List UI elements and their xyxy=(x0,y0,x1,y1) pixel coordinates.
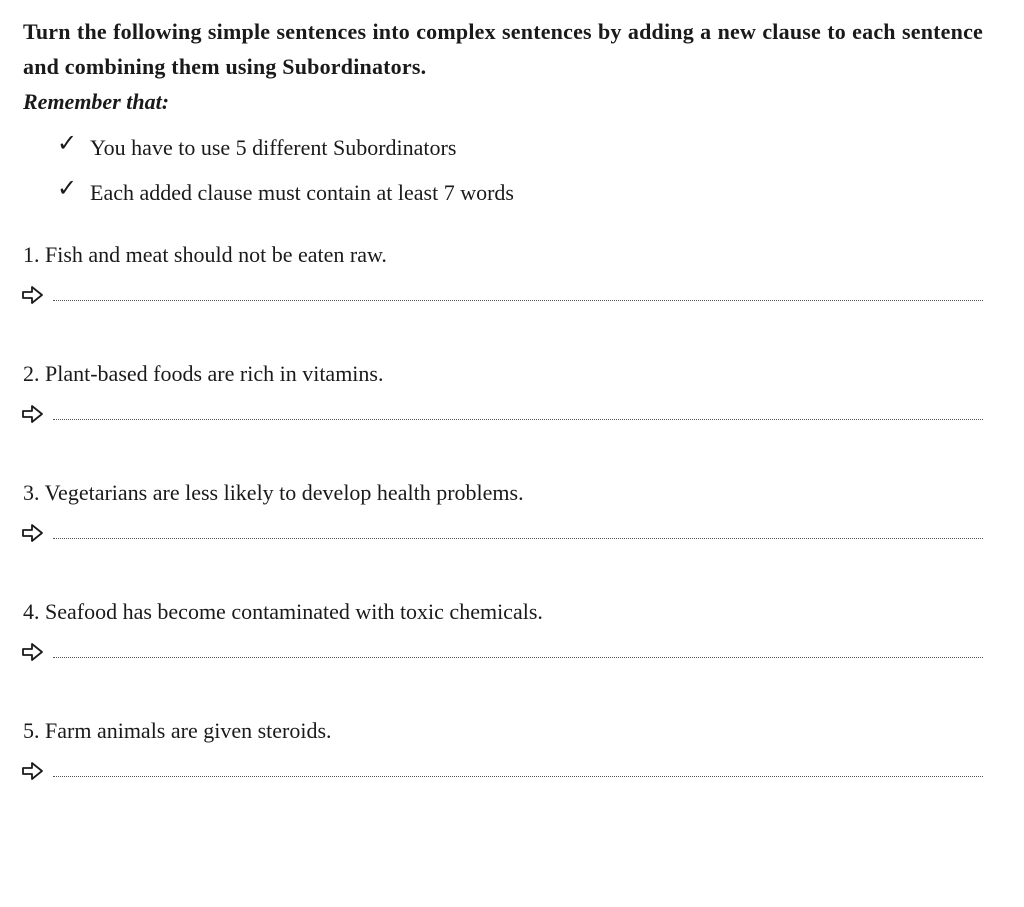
rule-text: Each added clause must contain at least 7 words xyxy=(90,180,514,205)
answer-line[interactable] xyxy=(53,657,983,658)
answer-line[interactable] xyxy=(53,538,983,539)
answer-line[interactable] xyxy=(53,419,983,420)
sentence-text: 5. Farm animals are given steroids. xyxy=(23,718,332,743)
arrow-right-icon xyxy=(21,521,45,545)
answer-row xyxy=(23,521,983,551)
sentence-text: 2. Plant-based foods are rich in vitamins. xyxy=(23,361,384,386)
worksheet xyxy=(23,14,983,832)
exercise-list xyxy=(23,237,983,832)
arrow-right-icon xyxy=(21,640,45,664)
exercise-item xyxy=(23,594,983,713)
answer-row xyxy=(23,283,983,313)
answer-line[interactable] xyxy=(53,776,983,777)
answer-row xyxy=(23,759,983,789)
rule-item xyxy=(23,125,983,170)
exercise-item xyxy=(23,475,983,594)
sentence-text: 4. Seafood has become contaminated with toxic chemicals. xyxy=(23,599,543,624)
answer-line[interactable] xyxy=(53,300,983,301)
exercise-item xyxy=(23,713,983,832)
rule-text: You have to use 5 different Subordinators xyxy=(90,135,457,160)
exercise-item xyxy=(23,237,983,356)
answer-row xyxy=(23,402,983,432)
remember-heading: Remember that: xyxy=(23,89,170,114)
instruction-text: Turn the following simple sentences into complex sentences by adding a new clause to each sentence and combining them using Subordinators. xyxy=(23,19,983,79)
sentence-text: 3. Vegetarians are less likely to develop health problems. xyxy=(23,480,524,505)
sentence-text: 1. Fish and meat should not be eaten raw. xyxy=(23,242,387,267)
rules-list xyxy=(23,125,983,215)
check-icon: ✓ xyxy=(57,174,78,202)
arrow-right-icon xyxy=(21,283,45,307)
check-icon: ✓ xyxy=(57,129,78,157)
arrow-right-icon xyxy=(21,402,45,426)
rule-item xyxy=(23,170,983,215)
exercise-item xyxy=(23,356,983,475)
arrow-right-icon xyxy=(21,759,45,783)
answer-row xyxy=(23,640,983,670)
